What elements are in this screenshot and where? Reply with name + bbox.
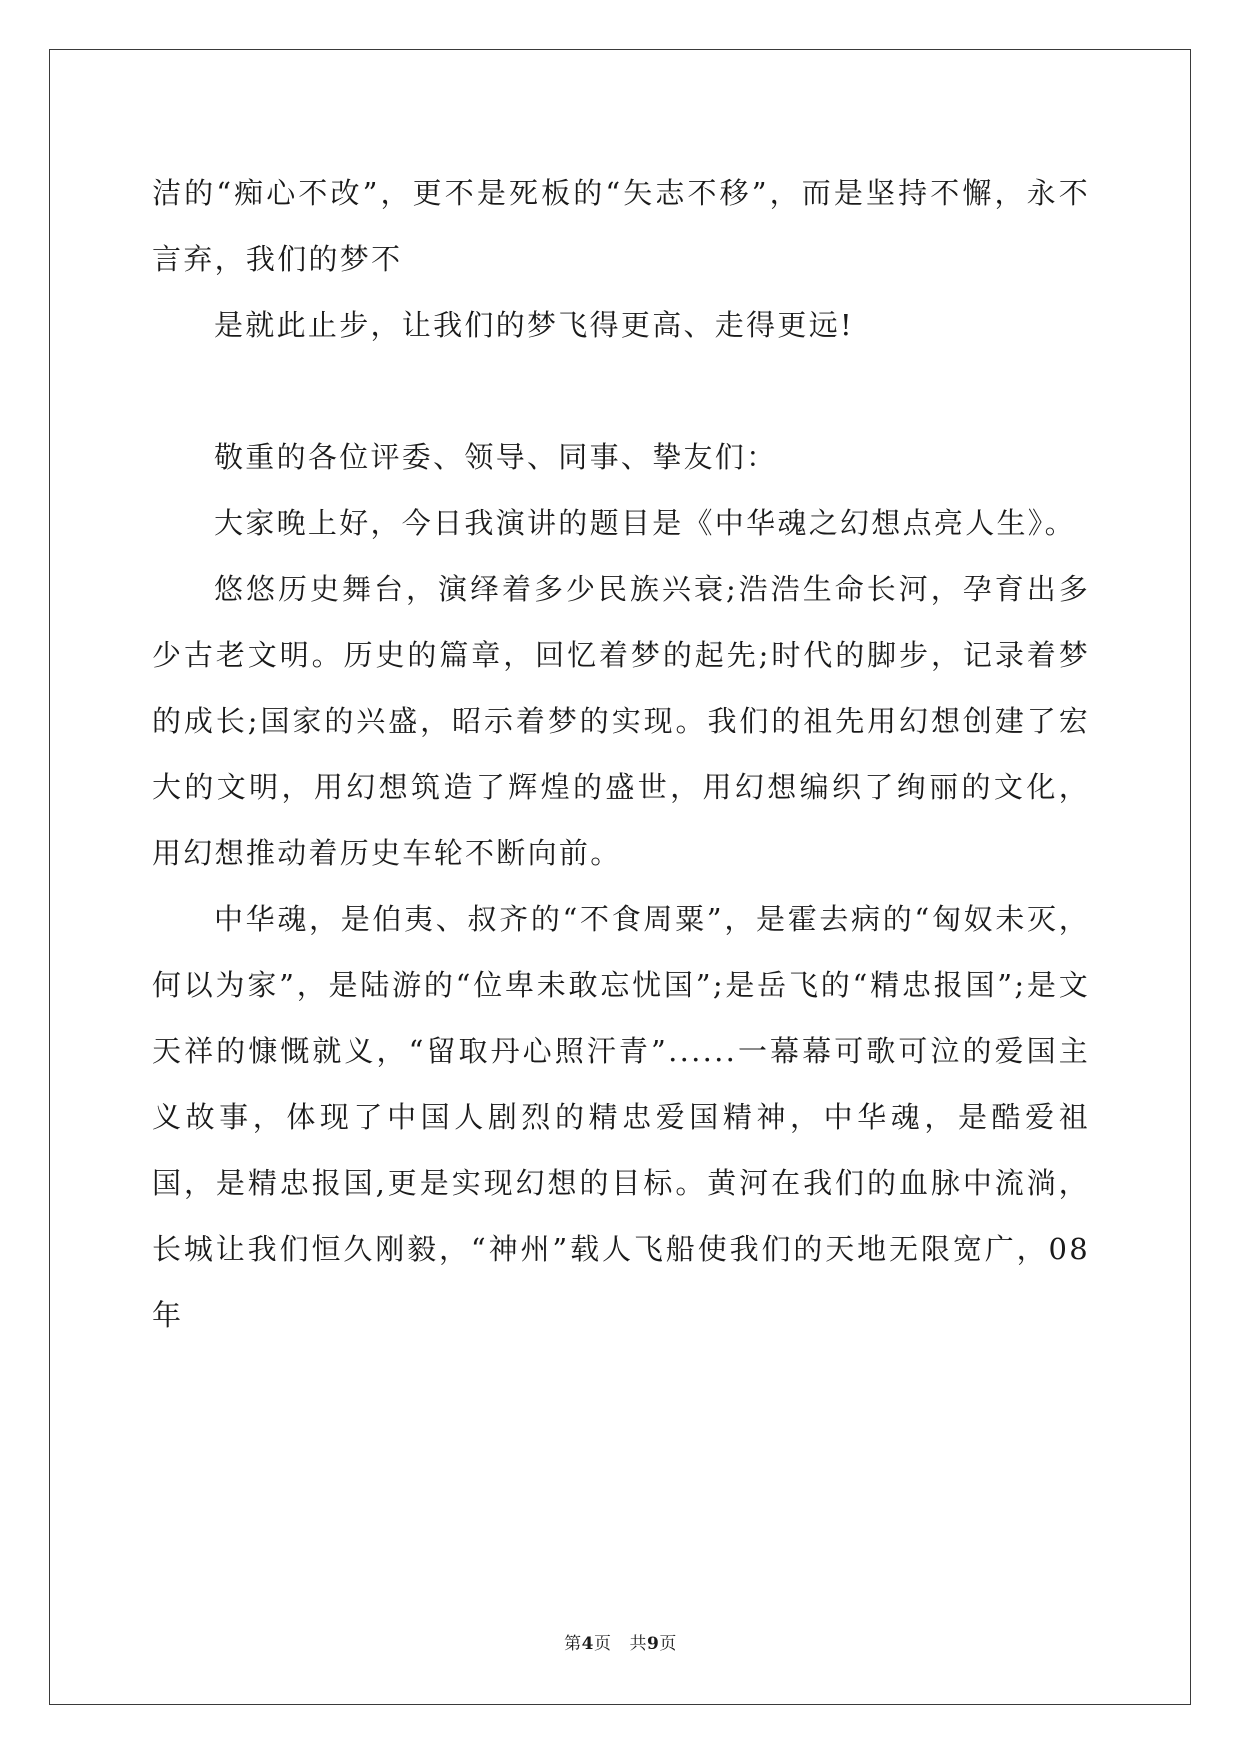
- paragraph-closing: 是就此止步，让我们的梦飞得更高、走得更远!: [214, 308, 854, 342]
- document-body: [152, 160, 1090, 1348]
- page-footer: [0, 1629, 1241, 1654]
- section-break: [152, 358, 1090, 424]
- total-pages-number: 9: [647, 1634, 660, 1654]
- paragraph-salutation: 敬重的各位评委、领导、同事、挚友们：: [214, 440, 778, 474]
- paragraph-continuation: 洁的“痴心不改”，更不是死板的“矢志不移”，而是坚持不懈，永不言弃，我们的梦不: [152, 176, 1090, 276]
- paragraph-chinese-spirit: 中华魂，是伯夷、叔齐的“不食周粟”，是霍去病的“匈奴未灭，何以为家”，是陆游的“位卑未敢忘忧国”;是岳飞的“精忠报国”;是文天祥的慷慨就义，“留取丹心照汗青”......一幕幕可歌可泣的爱国主义故事，体现了中国人剧烈的精忠爱国精神，中华魂，是酷爱祖国，是精忠报国,更是实现幻想的目标。黄河在我们的血脉中流淌，长城让我们恒久刚毅，“神州”载人飞船使我们的天地无限宽广，08 年: [152, 902, 1090, 1332]
- paragraph-greeting: 大家晚上好，今日我演讲的题目是《中华魂之幻想点亮人生》。: [214, 506, 1076, 540]
- current-page-number: 4: [581, 1634, 594, 1654]
- footer-total-prefix: 共: [629, 1634, 647, 1654]
- footer-page-suffix: 页: [594, 1634, 612, 1654]
- paragraph-history: 悠悠历史舞台，演绎着多少民族兴衰;浩浩生命长河，孕育出多少古老文明。历史的篇章，回忆着梦的起先;时代的脚步，记录着梦的成长;国家的兴盛，昭示着梦的实现。我们的祖先用幻想创建了宏大的文明，用幻想筑造了辉煌的盛世，用幻想编织了绚丽的文化，用幻想推动着历史车轮不断向前。: [152, 572, 1090, 870]
- footer-total-suffix: 页: [659, 1634, 677, 1654]
- footer-prefix: 第: [564, 1634, 582, 1654]
